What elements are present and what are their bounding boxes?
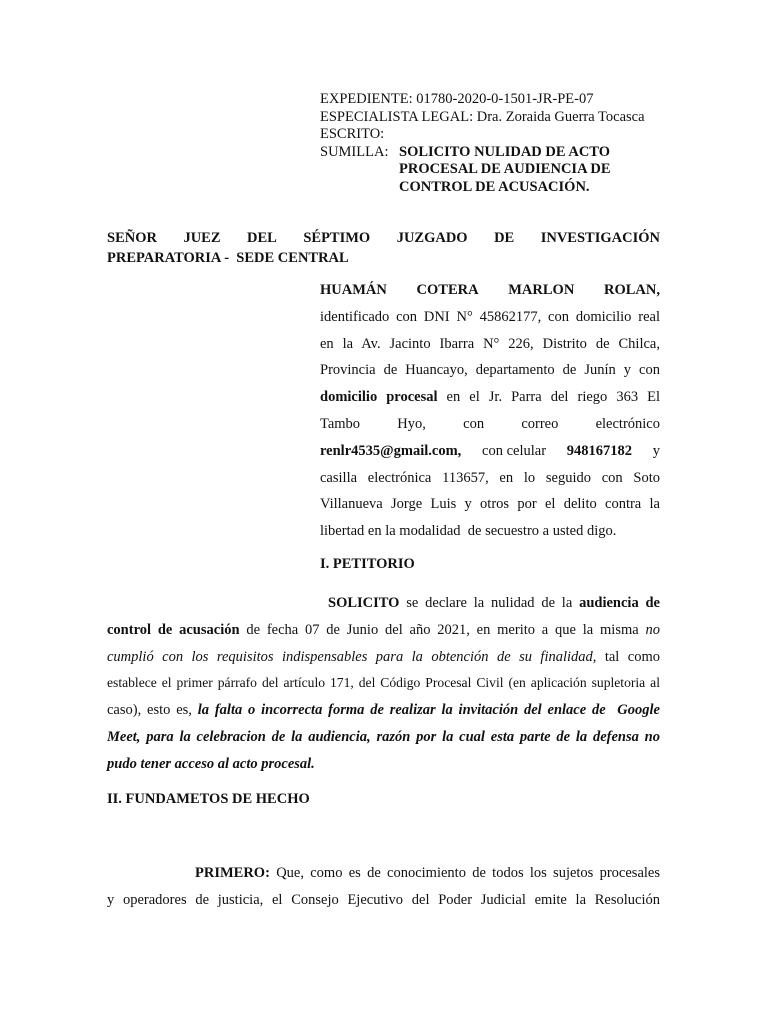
- body-text: se declare la nulidad de la: [399, 595, 580, 611]
- body-text: Que, como es de conocimiento de todos los sujetos procesales: [269, 865, 660, 881]
- ident-line: [320, 304, 660, 331]
- body-text: establece el primer párrafo del artículo 171, del Código Procesal Civil (en aplicación supletoria al: [107, 675, 660, 691]
- addressee-word: JUZGADO: [396, 230, 468, 246]
- addressee-line-1: [107, 228, 660, 248]
- ident-text: identificado con DNI N° 45862177, con domicilio real: [320, 308, 660, 325]
- sumilla-block: [320, 144, 680, 197]
- body-text: [195, 860, 660, 887]
- body-text: Meet, para la celebracion de la audiencia, razón por la cual esta parte de la defensa no: [107, 728, 660, 745]
- fundamentos-title: II. FUNDAMETOS DE HECHO: [107, 791, 310, 807]
- solicito-label: SOLICITO: [328, 595, 400, 611]
- addressee-block: [107, 228, 660, 268]
- body-line: [107, 697, 660, 724]
- body-text: y operadores de justicia, el Consejo Ejecutivo del Poder Judicial emite la Resolución: [107, 891, 660, 908]
- addressee-word: SÉPTIMO: [303, 230, 371, 246]
- domicilio-procesal-label: domicilio procesal: [320, 389, 438, 406]
- ident-text: en el Jr. Parra del riego 363 El: [437, 389, 660, 406]
- ident-line: [320, 357, 660, 384]
- body-text: control de acusación: [107, 621, 240, 638]
- identification-block: [320, 277, 660, 545]
- body-text: cumplió con los requisitos indispensables para la obtención de su finalidad: [107, 648, 593, 665]
- ident-text: en la Av. Jacinto Ibarra N° 226, Distrito de Chilca,: [320, 335, 660, 352]
- sumilla-line-1: SOLICITO NULIDAD DE ACTO: [399, 143, 610, 160]
- body-text: audiencia de: [579, 595, 660, 611]
- name-word: HUAMÁN: [320, 282, 387, 298]
- sumilla-line-3: CONTROL DE ACUSACIÓN.: [399, 178, 590, 195]
- body-line: [107, 644, 660, 671]
- ident-word: Tambo: [320, 415, 361, 432]
- expediente-line: EXPEDIENTE: 01780-2020-0-1501-JR-PE-07: [320, 91, 594, 107]
- body-line: [107, 617, 660, 644]
- body-text: [107, 697, 660, 724]
- phone-number: 948167182: [566, 442, 633, 459]
- ident-text: casilla electrónica 113657, en lo seguido con Soto: [320, 469, 660, 486]
- ident-text: Villanueva Jorge Luis y otros por el delito contra la: [320, 496, 660, 513]
- addressee-word: SEÑOR: [107, 230, 157, 246]
- case-header: [320, 91, 680, 197]
- fundamentos-body: [107, 860, 660, 914]
- sumilla-label: SUMILLA:: [320, 143, 389, 160]
- ident-line: [320, 518, 660, 545]
- ident-line: [320, 384, 660, 411]
- email-address: renlr4535@gmail.com,: [320, 442, 462, 459]
- ident-word: con: [463, 415, 485, 432]
- ident-line: [320, 411, 660, 438]
- addressee-line-2: PREPARATORIA - SEDE CENTRAL: [107, 250, 349, 266]
- body-line: [107, 751, 660, 778]
- body-line: [107, 590, 660, 617]
- ident-line: [320, 438, 660, 465]
- primero-label: PRIMERO:: [195, 865, 270, 881]
- ident-text: libertad en la modalidad de secuestro a usted digo.: [320, 523, 617, 540]
- name-word: ROLAN,: [603, 282, 660, 298]
- ident-line: [320, 331, 660, 358]
- body-text: [107, 644, 660, 671]
- body-line: [107, 670, 660, 697]
- petitioner-name: [320, 277, 660, 304]
- body-text: pudo tener acceso al acto procesal.: [107, 755, 315, 772]
- addressee-word: JUEZ: [183, 230, 221, 246]
- body-text: [107, 617, 660, 644]
- body-text: la falta o incorrecta forma de realizar la invitación del enlace de Google: [197, 702, 660, 719]
- ident-word: correo: [521, 415, 559, 432]
- ident-line: [320, 465, 660, 492]
- sumilla-text: [399, 144, 611, 197]
- body-text: no: [645, 621, 660, 638]
- addressee-word: DEL: [247, 230, 277, 246]
- ident-text: con celular: [482, 442, 547, 459]
- ident-line: [320, 491, 660, 518]
- name-word: MARLON: [508, 282, 575, 298]
- name-word: COTERA: [416, 282, 479, 298]
- ident-word: electrónico: [595, 415, 660, 432]
- ident-text: y: [652, 442, 660, 459]
- ident-text: Provincia de Huancayo, departamento de Junín y con: [320, 362, 660, 379]
- ident-word: Hyo,: [397, 415, 426, 432]
- escrito-line: ESCRITO:: [320, 126, 385, 143]
- body-text: [328, 590, 660, 617]
- addressee-word: INVESTIGACIÓN: [540, 230, 660, 246]
- addressee-word: DE: [494, 230, 515, 246]
- ident-text: [320, 384, 660, 411]
- body-text: , tal como: [592, 648, 660, 665]
- body-line: [107, 860, 660, 887]
- body-line: [107, 724, 660, 751]
- body-text: caso), esto es,: [107, 702, 198, 719]
- body-line: [107, 887, 660, 914]
- petitorio-body: [107, 590, 660, 778]
- sumilla-line-2: PROCESAL DE AUDIENCIA DE: [399, 161, 611, 178]
- especialista-line: ESPECIALISTA LEGAL: Dra. Zoraida Guerra Tocasca: [320, 108, 645, 125]
- petitorio-title: I. PETITORIO: [320, 556, 415, 572]
- body-text: de fecha 07 de Junio del año 2021, en merito a que la misma: [239, 621, 646, 638]
